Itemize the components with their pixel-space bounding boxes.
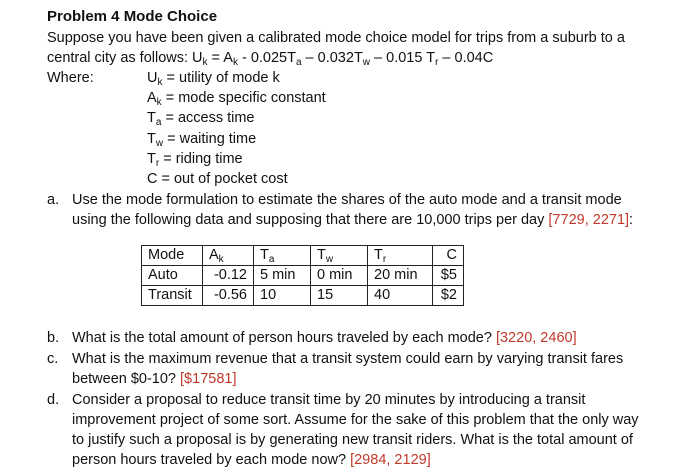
answer-b: [3220, 2460] [495,330,577,346]
definition-uk: $U_k$ = utility of mode k [147,70,280,88]
cell-c: $5 [433,266,464,286]
table-header-row [142,246,464,266]
question-c-label: c. [47,351,59,367]
definition-tw: $T_w$ = waiting time [147,131,257,149]
problem-title: Problem 4 Mode Choice [47,8,218,25]
cell-tw: 0 min [311,266,368,286]
table-row [142,266,464,286]
header-mode: Mode [142,246,203,266]
answer-c: [$17581] [180,371,237,387]
definition-ak: $A_k$ = mode specific constant [147,90,326,108]
header-ak: $A_k$ [203,246,254,266]
definition-c: C = out of pocket cost [147,171,288,187]
cell-ta: 5 min [254,266,311,286]
question-a-line-2: using the following data and supposing that there are 10,000 trips per day [7729, 2271]: [72,212,634,228]
where-label: Where: [47,70,94,86]
header-tw: $T_w$ [311,246,368,266]
answer-a: [7729, 2271] [548,212,630,228]
cell-c: $2 [433,286,464,306]
question-c-line-1: What is the maximum revenue that a transit system could earn by varying transit fares [72,351,624,367]
question-d-line-2: improvement project of some sort. Assume for the sake of this problem that the only way [72,412,639,428]
header-c: C [433,246,464,266]
definition-tr: $T_r$ = riding time [147,151,243,169]
cell-ta: 10 [254,286,311,306]
definition-ta: $T_a$ = access time [147,110,255,128]
cell-tr: 20 min [368,266,433,286]
model-equation: central city as follows: $U_k = A_k - 0.025T_a - 0.032T_w - 0.015$ $T_r - 0.04C$ [47,50,494,68]
cell-mode: Transit [142,286,203,306]
question-a-label: a. [47,192,60,208]
table-row [142,286,464,306]
question-b-text: What is the total amount of person hours traveled by each mode? [3220, 2460] [72,330,577,346]
question-a-line-1: Use the mode formulation to estimate the shares of the auto mode and a transit mode [72,192,622,208]
cell-tw: 15 [311,286,368,306]
header-ta: $T_a$ [254,246,311,266]
question-c-line-2: between $0-10? [$17581] [72,371,237,387]
mode-data-table [141,245,464,306]
question-b-label: b. [47,330,60,346]
answer-d: [2984, 2129] [350,452,431,468]
cell-mode: Auto [142,266,203,286]
cell-ak: -0.12 [203,266,254,286]
question-d-line-1: Consider a proposal to reduce transit time by 20 minutes by introducing a transit [72,392,586,408]
question-d-line-4: person hours traveled by each mode now? [2984, 2129] [72,452,431,468]
cell-tr: 40 [368,286,433,306]
question-d-line-3: to justify such a proposal is by generating new transit riders. What is the total amount of [72,432,633,448]
cell-ak: -0.56 [203,286,254,306]
intro-line-1: Suppose you have been given a calibrated mode choice model for trips from a suburb to a [47,30,625,46]
question-d-label: d. [47,392,60,408]
header-tr: $T_r$ [368,246,433,266]
